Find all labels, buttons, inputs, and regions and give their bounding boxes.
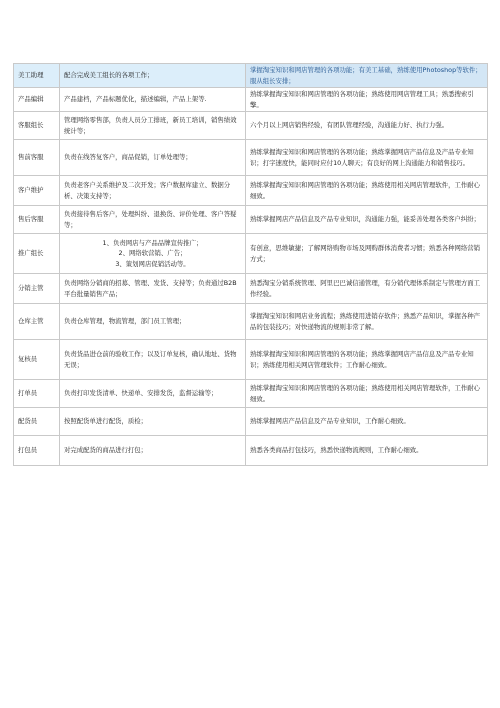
table-body <box>14 64 488 466</box>
table-row <box>14 436 488 466</box>
duty-cell: 按照配货单进行配货，质检； <box>60 408 246 436</box>
role-cell: 复核员 <box>14 340 60 380</box>
table-row <box>14 234 488 274</box>
duty-cell: 对完成配货的商品进行打包； <box>60 436 246 466</box>
role-cell: 打单员 <box>14 380 60 408</box>
table-row <box>14 304 488 340</box>
duty-line: 2、网络软营销、广告； <box>118 249 187 258</box>
role-cell: 打包员 <box>14 436 60 466</box>
role-cell: 美工助理 <box>14 64 60 88</box>
table-row <box>14 340 488 380</box>
requirement-cell: 掌握淘宝知识和网店管理的各项功能；有美工基础，熟练使用Photoshop等软件；服从组长安排； <box>246 64 488 88</box>
duty-cell: 管理网络零售部，负责人员分工排班，新员工培训，销售绩效统计等； <box>60 112 246 140</box>
duty-cell: 负责在线答复客户，商品促销，订单处理等； <box>60 140 246 176</box>
requirement-cell: 熟悉各类商品打包技巧，熟悉快递物流规则，工作耐心细致。 <box>246 436 488 466</box>
role-cell: 配货员 <box>14 408 60 436</box>
duty-cell: 负责仓库管理，物流管理，部门员工管理； <box>60 304 246 340</box>
table-row <box>14 274 488 304</box>
table-row <box>14 380 488 408</box>
table-row <box>14 176 488 206</box>
requirement-cell: 熟练掌握淘宝知识和网店管理的各项功能；熟练掌握网店产品信息及产品专业知识；熟练使用相关网店管理软件；工作耐心细致。 <box>246 340 488 380</box>
table-row <box>14 64 488 88</box>
table-row <box>14 408 488 436</box>
role-cell: 分销主管 <box>14 274 60 304</box>
requirement-cell: 熟练掌握淘宝知识和网店管理的各项功能；熟练使用网店管理工具；熟悉搜索引擎。 <box>246 88 488 112</box>
requirement-cell: 熟练掌握网店产品信息及产品专业知识，沟通能力强，能妥善处理各类客户纠纷； <box>246 206 488 234</box>
duty-line: 3、策划网店促销活动等。 <box>115 259 190 268</box>
requirement-cell: 熟悉淘宝分销系统管理、阿里巴巴诚信通管理，有分销代理体系制定与管理方面工作经验。 <box>246 274 488 304</box>
duty-line: 1、负责网店与产品品牌宣传推广； <box>102 238 203 247</box>
duty-cell: 负责打印发货清单、快递单、安排发货，监督运输等； <box>60 380 246 408</box>
duty-cell <box>60 234 246 274</box>
role-cell: 客服组长 <box>14 112 60 140</box>
role-cell: 客户维护 <box>14 176 60 206</box>
table-row <box>14 112 488 140</box>
duty-cell: 负责老客户关系维护及二次开发；客户数据库建立、数据分析、决策支持等； <box>60 176 246 206</box>
requirement-cell: 有创意，思维敏捷；了解网络购物市场及网购群体消费者习惯；熟悉各种网络营销方式； <box>246 234 488 274</box>
duty-cell: 负责网络分销商的招募、管理、发货、支持等；负责通过B2B平台批量销售产品； <box>60 274 246 304</box>
requirement-cell: 熟练掌握淘宝知识和网店管理的各项功能；熟练掌握网店产品信息及产品专业知识；打字速度快，能同时应付10人聊天；有良好的网上沟通能力和销售技巧。 <box>246 140 488 176</box>
requirement-cell: 熟练掌握淘宝知识和网店管理的各项功能；熟练使用相关网店管理软件，工作耐心细致。 <box>246 380 488 408</box>
duty-cell: 产品建档，产品标题优化，描述编辑，产品上架等. <box>60 88 246 112</box>
role-cell: 仓库主管 <box>14 304 60 340</box>
job-responsibility-table <box>13 63 488 466</box>
table-row <box>14 88 488 112</box>
role-cell: 售前客服 <box>14 140 60 176</box>
table-row <box>14 206 488 234</box>
requirement-cell: 熟练掌握淘宝知识和网店管理的各项功能；熟练使用相关网店管理软件，工作耐心细致。 <box>246 176 488 206</box>
requirement-cell: 熟练掌握网店产品信息及产品专业知识，工作耐心细致。 <box>246 408 488 436</box>
role-cell: 产品编辑 <box>14 88 60 112</box>
requirement-cell: 六个月以上网店销售经验，有团队管理经验，沟通能力好、执行力强。 <box>246 112 488 140</box>
requirement-cell: 掌握淘宝知识和网店业务流程；熟练使用进销存软件；熟悉产品知识，掌握各种产品的包装技巧；对快递物流的规则非常了解。 <box>246 304 488 340</box>
duty-cell: 负责接待售后客户，处理纠纷、退换货、评价处理、客户答疑等； <box>60 206 246 234</box>
duty-cell: 负责货品进仓前的验收工作；以及订单复核，确认地址、货物无误； <box>60 340 246 380</box>
role-cell: 推广组长 <box>14 234 60 274</box>
duty-cell: 配合完成美工组长的各项工作； <box>60 64 246 88</box>
table-row <box>14 140 488 176</box>
role-cell: 售后客服 <box>14 206 60 234</box>
